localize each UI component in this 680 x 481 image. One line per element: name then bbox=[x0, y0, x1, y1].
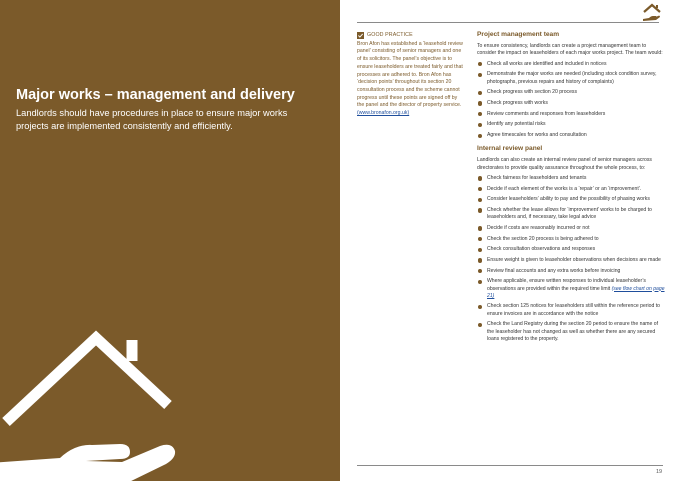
right-page bbox=[340, 0, 680, 481]
bullet-icon bbox=[478, 187, 482, 191]
project-team-heading: Project management team bbox=[477, 31, 560, 38]
bullet-icon bbox=[478, 258, 482, 262]
bullet-icon bbox=[478, 305, 482, 309]
list-item: Review final accounts and any extra works before invoicing bbox=[477, 268, 665, 275]
list-item: Check all works are identified and included in notices bbox=[477, 61, 665, 68]
review-panel-heading: Internal review panel bbox=[477, 145, 543, 153]
bullet-icon bbox=[478, 269, 482, 273]
page-subtitle: Landlords should have procedures in place to ensure major works projects are implemented consistently and efficiently. bbox=[16, 108, 288, 131]
bullet-icon bbox=[478, 123, 482, 127]
good-practice-label: GOOD PRACTICE bbox=[367, 32, 413, 38]
page-number: 19 bbox=[656, 469, 663, 475]
list-item: Check progress with works bbox=[477, 100, 665, 107]
top-divider bbox=[357, 22, 659, 23]
bullet-icon bbox=[478, 73, 482, 77]
house-in-hand-icon bbox=[0, 318, 185, 481]
list-item: Check the Land Registry during the section 20 period to ensure the name of the leaseholder has not changed as well as whether there are any secured loans registered to the property. bbox=[477, 321, 665, 343]
list-item: Ensure weight is given to leaseholder observations when decisions are made bbox=[477, 257, 665, 264]
bullet-icon bbox=[478, 198, 482, 202]
bullet-icon bbox=[478, 280, 482, 284]
list-item: Consider leaseholders’ ability to pay and the possibility of phasing works bbox=[477, 196, 665, 203]
bullet-icon bbox=[478, 226, 482, 230]
list-item: Decide if each element of the works is a ‘repair’ or an ‘improvement’. bbox=[477, 186, 665, 193]
bullet-icon bbox=[478, 176, 482, 180]
list-item: Review comments and responses from leaseholders bbox=[477, 111, 665, 118]
bronafon-link[interactable]: (www.bronafon.org.uk) bbox=[357, 110, 410, 117]
review-panel-list bbox=[477, 175, 665, 343]
list-item: Check consultation observations and responses bbox=[477, 246, 665, 253]
bullet-icon bbox=[478, 101, 482, 105]
list-item: Where applicable, ensure written responses to individual leaseholder’s observations are provided within the required time limit (see flow chart on page 21) bbox=[477, 278, 665, 300]
bullet-icon bbox=[478, 112, 482, 116]
bottom-divider bbox=[357, 465, 663, 466]
bullet-icon bbox=[478, 134, 482, 138]
good-practice-text: Bron Afon has established a ‘leasehold review panel’ consisting of senior managers and one of its solicitors. The panel’s objective is to ensure leaseholders are treated fairly and that processes are adhered to. Bron Afon has ‘decision points’ throughout its section 20 consultation process and the scheme cannot progress until these points are signed off by the panel and the director of property service. bbox=[357, 40, 463, 109]
good-practice-box bbox=[357, 32, 465, 118]
flow-chart-page-21-link[interactable]: (see flow chart on page 21) bbox=[487, 285, 665, 299]
list-item: Decide if costs are reasonably incurred or not bbox=[477, 225, 665, 232]
good-practice-icon bbox=[357, 32, 364, 39]
list-item: Check progress with section 20 process bbox=[477, 89, 665, 96]
good-practice-header bbox=[357, 32, 465, 40]
list-item: Check section 125 notices for leaseholders still within the reference period to ensure invoices are in accordance with the notice bbox=[477, 303, 665, 317]
list-item: Check the section 20 process is being adhered to bbox=[477, 236, 665, 243]
review-panel-intro: Landlords can also create an internal review panel of senior managers across directorates to provide quality assurance throughout the whole process, to: bbox=[477, 157, 652, 171]
project-team-list bbox=[477, 61, 665, 140]
bullet-icon bbox=[478, 237, 482, 241]
main-column bbox=[477, 31, 665, 346]
list-item: Agree timescales for works and consultation bbox=[477, 132, 665, 139]
project-team-intro: To ensure consistency, landlords can create a project management team to consider the impact on leaseholders of each major works project. The team would: bbox=[477, 43, 663, 57]
list-item: Identify any potential risks bbox=[477, 121, 665, 128]
house-in-hand-logo-icon bbox=[641, 2, 663, 22]
bullet-icon bbox=[478, 323, 482, 327]
bullet-icon bbox=[478, 91, 482, 95]
bullet-icon bbox=[478, 62, 482, 66]
page-title: Major works – management and delivery bbox=[16, 87, 295, 103]
list-item: Check fairness for leaseholders and tenants bbox=[477, 175, 665, 182]
bullet-icon bbox=[478, 208, 482, 212]
bullet-icon bbox=[478, 248, 482, 252]
list-item: Demonstrate the major works are needed (including stock condition survey, photographs, previous repairs and history of complaints) bbox=[477, 71, 665, 85]
list-item: Check whether the lease allows for ‘improvement’ works to be charged to leaseholders and, if necessary, take legal advice bbox=[477, 207, 665, 221]
